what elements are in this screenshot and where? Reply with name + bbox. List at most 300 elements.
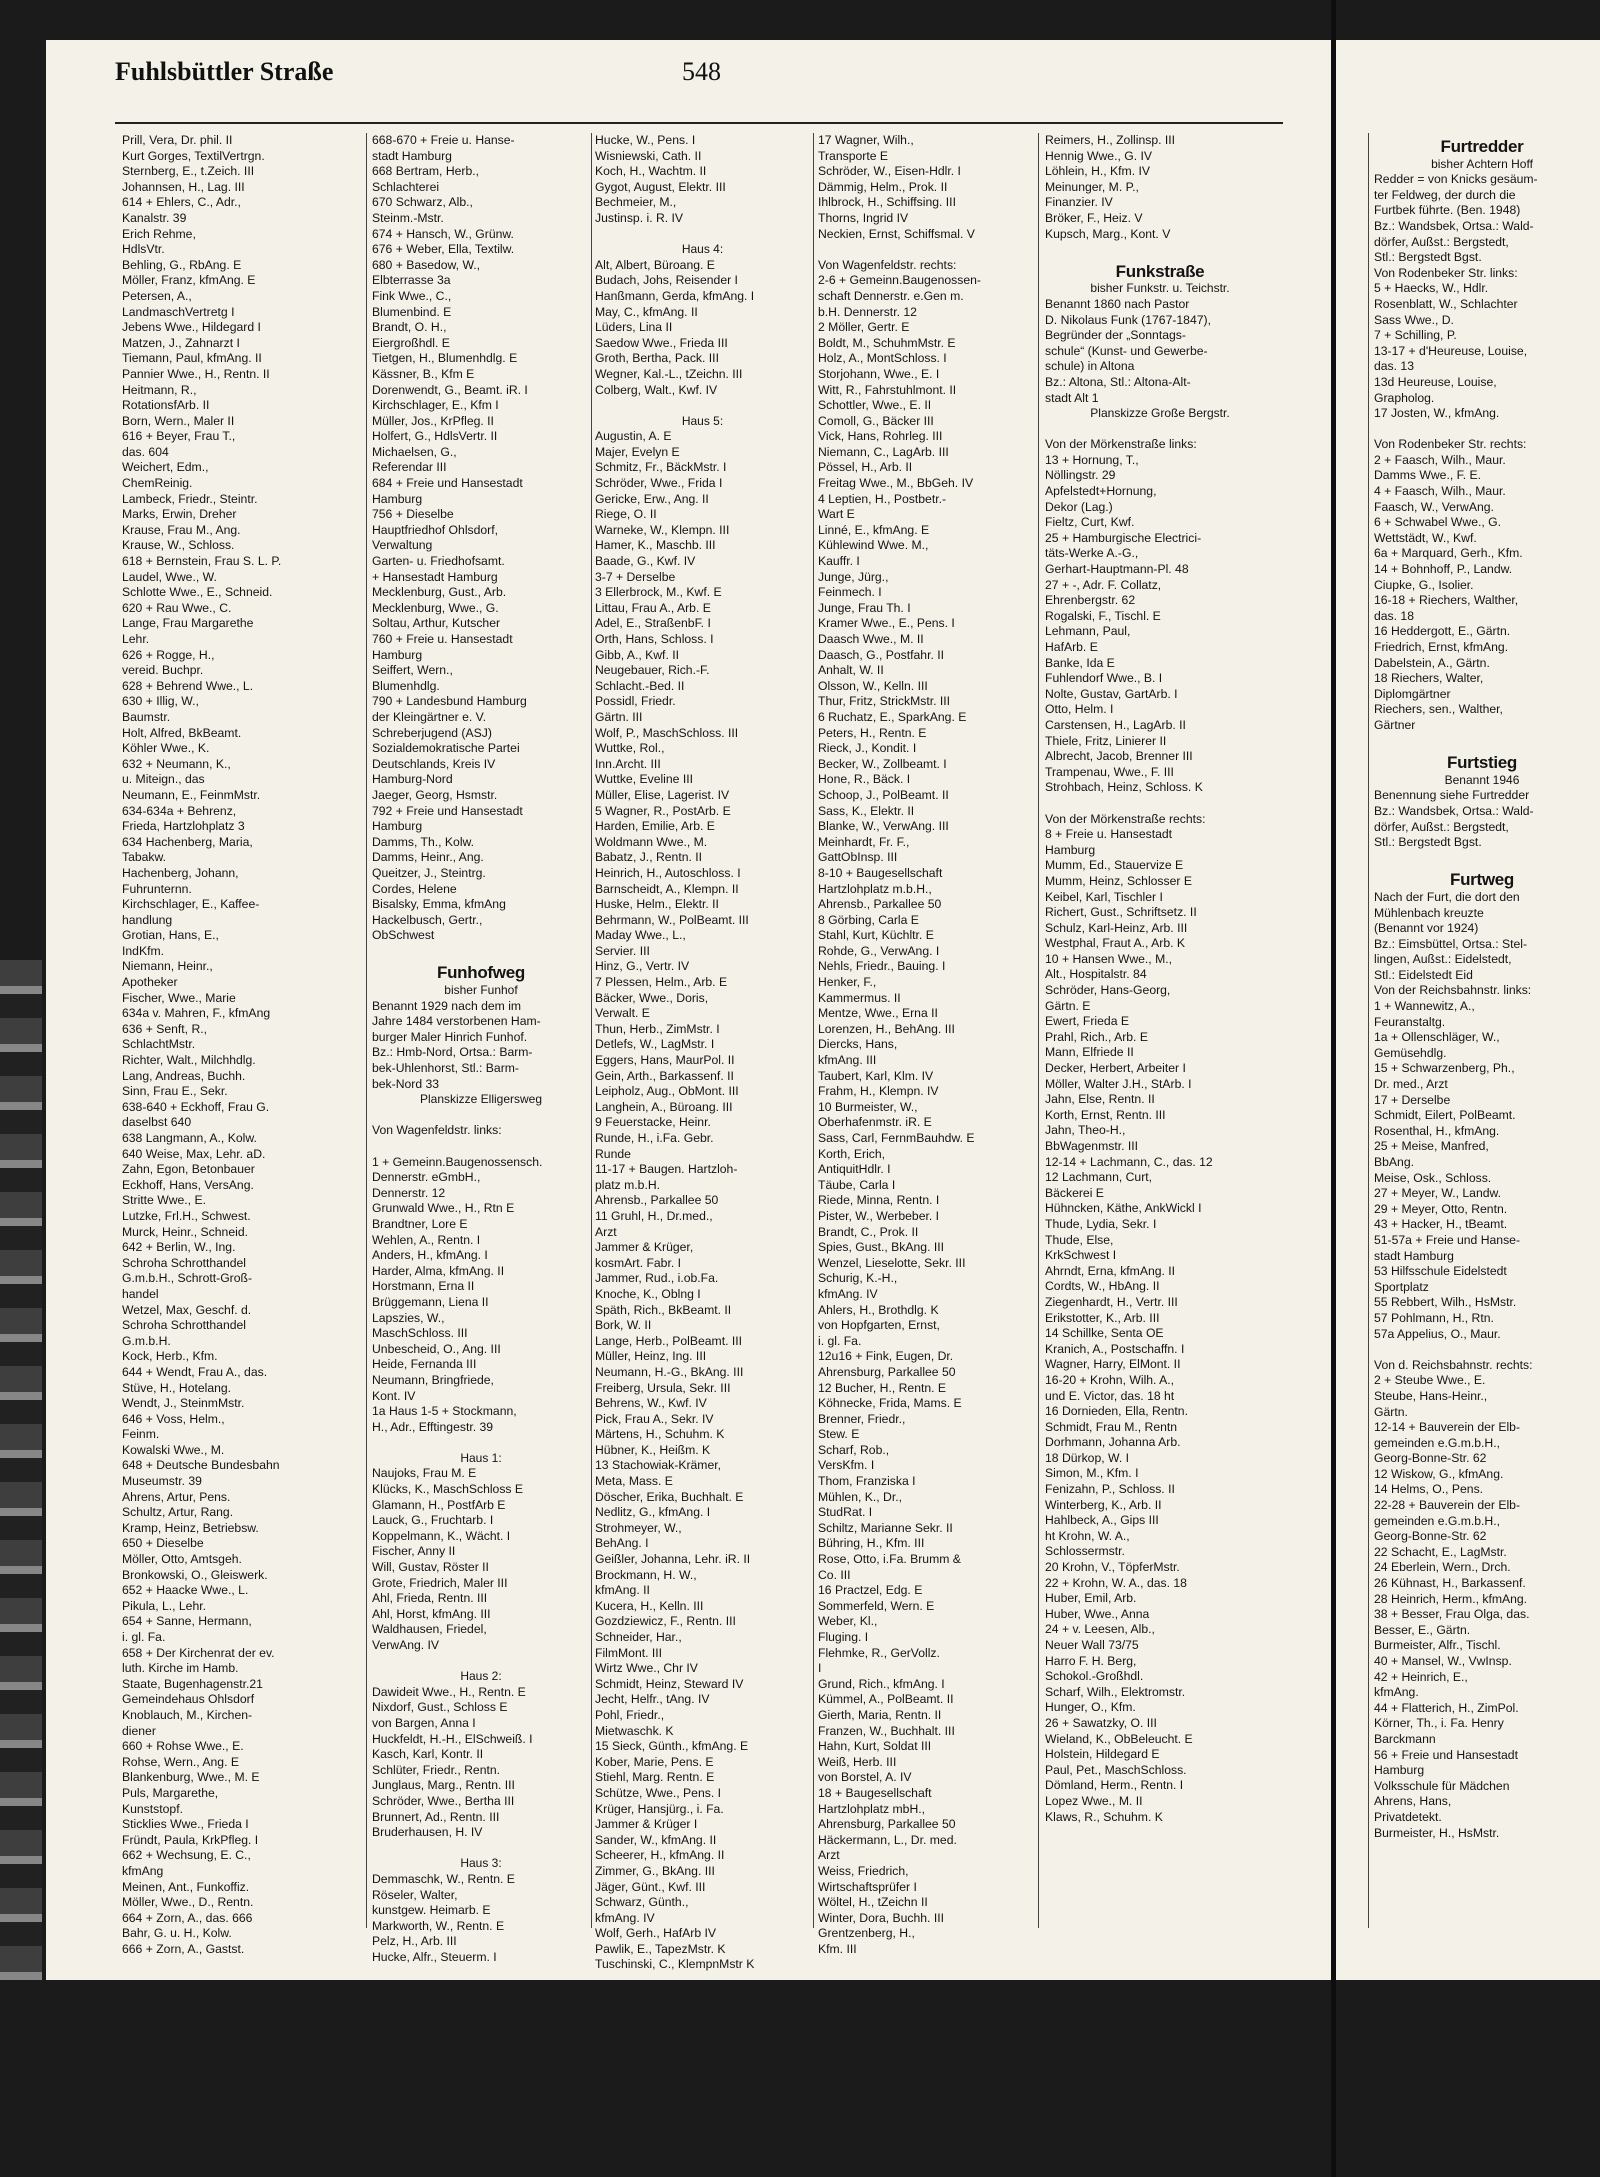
- directory-entry: Steinm.-Mstr.: [372, 210, 444, 225]
- directory-entry: Erikstotter, K., Arb. III: [1045, 1310, 1160, 1325]
- directory-entry: MaschSchloss. III: [372, 1326, 468, 1341]
- directory-entry: Eckhoff, Hans, VersAng.: [122, 1177, 254, 1192]
- directory-entry: Mietwaschk. K: [595, 1723, 674, 1738]
- directory-entry: Schlossermstr.: [1045, 1544, 1125, 1559]
- directory-entry: Queitzer, J., Steintrg.: [372, 865, 486, 880]
- header-rule: [115, 122, 1283, 124]
- directory-entry: stadt Hamburg: [372, 148, 452, 163]
- directory-entry: 14 Helms, O., Pens.: [1374, 1482, 1484, 1497]
- directory-entry: Finanzier. IV: [1045, 195, 1113, 210]
- directory-entry: Dämmig, Helm., Prok. II: [818, 179, 948, 194]
- directory-entry: 658 + Der Kirchenrat der ev.: [122, 1645, 275, 1660]
- directory-entry: täts-Werke A.-G.,: [1045, 546, 1139, 561]
- column-divider: [1038, 133, 1039, 1928]
- directory-entry: Hennig Wwe., G. IV: [1045, 148, 1153, 163]
- directory-entry: Bäckerei E: [1045, 1185, 1104, 1200]
- directory-entry: 668 Bertram, Herb.,: [372, 164, 480, 179]
- directory-entry: 13 Stachowiak-Krämer,: [595, 1458, 721, 1473]
- directory-entry: Ahlers, H., Brothdlg. K: [818, 1302, 939, 1317]
- directory-entry: Will, Gustav, Röster II: [372, 1560, 489, 1575]
- directory-entry: Thorns, Ingrid IV: [818, 210, 909, 225]
- directory-entry: Bäcker, Wwe., Doris,: [595, 990, 709, 1005]
- directory-entry: Bork, W. II: [595, 1318, 652, 1333]
- directory-entry: Kowalski Wwe., M.: [122, 1442, 225, 1457]
- directory-entry: 16 Practzel, Edg. E: [818, 1583, 923, 1598]
- directory-entry: 1 + Wannewitz, A.,: [1374, 999, 1475, 1014]
- directory-entry: Dennerstr. 12: [372, 1185, 446, 1200]
- directory-entry: Jecht, Helfr., tAng. IV: [595, 1692, 710, 1707]
- running-header: [115, 57, 1600, 97]
- directory-entry: Knoche, K., Oblng I: [595, 1286, 701, 1301]
- column-4: [818, 133, 1033, 1956]
- directory-entry: Born, Wern., Maler II: [122, 413, 235, 428]
- directory-entry: Scharf, Wilh., Elektromstr.: [1045, 1684, 1186, 1699]
- directory-entry: kfmAng. II: [595, 1583, 650, 1598]
- directory-entry: Stl.: Bergstedt Bgst.: [1374, 250, 1482, 265]
- directory-entry: Wenzel, Lieselotte, Sekr. III: [818, 1255, 966, 1270]
- directory-entry: Freitag Wwe., M., BbGeh. IV: [818, 476, 974, 491]
- directory-entry: luth. Kirche im Hamb.: [122, 1661, 239, 1676]
- directory-entry: 8 Görbing, Carla E: [818, 912, 919, 927]
- directory-entry: Runde, H., i.Fa. Gebr.: [595, 1131, 714, 1145]
- directory-entry: Cordes, Helene: [372, 881, 457, 896]
- directory-entry: Keibel, Karl, Tischler I: [1045, 889, 1163, 904]
- directory-entry: Kranich, A., Postschaffn. I: [1045, 1341, 1185, 1356]
- directory-entry: Oberhafenmstr. iR. E: [818, 1115, 932, 1130]
- directory-entry: 614 + Ehlers, C., Adr.,: [122, 195, 241, 210]
- directory-entry: Leipholz, Aug., ObMont. III: [595, 1084, 739, 1099]
- directory-entry: Pannier Wwe., H., Rentn. II: [122, 366, 270, 381]
- directory-entry: Bz.: Wandsbek, Ortsa.: Wald-: [1374, 218, 1534, 233]
- directory-entry: Schreberjugend (ASJ): [372, 725, 492, 740]
- directory-entry: Von der Mörkenstraße rechts:: [1045, 811, 1206, 826]
- street-note: Planskizze Große Bergstr.: [1090, 406, 1230, 421]
- directory-entry: 618 + Bernstein, Frau S. L. P.: [122, 554, 282, 569]
- directory-entry: Frahm, H., Klempn. IV: [818, 1084, 939, 1099]
- directory-entry: 2 Möller, Gertr. E: [818, 320, 910, 335]
- directory-entry: 628 + Behrend Wwe., L.: [122, 678, 254, 693]
- directory-entry: Volksschule für Mädchen: [1374, 1778, 1510, 1793]
- directory-entry: Schoop, J., PolBeamt. II: [818, 787, 949, 802]
- directory-entry: Jahre 1484 verstorbenen Ham-: [372, 1014, 541, 1029]
- directory-entry: Daasch, G., Postfahr. II: [818, 647, 944, 662]
- directory-entry: 654 + Sanne, Hermann,: [122, 1614, 252, 1629]
- directory-entry: Von der Reichsbahnstr. links:: [1374, 983, 1532, 998]
- street-heading: Furtweg: [1449, 870, 1514, 890]
- directory-entry: 11 Gruhl, H., Dr.med.,: [595, 1208, 713, 1223]
- directory-entry: 12 Wiskow, G., kfmAng.: [1374, 1466, 1504, 1481]
- directory-entry: Lange, Frau Margarethe: [122, 616, 254, 631]
- directory-entry: Transporte E: [818, 148, 888, 163]
- column-6: [1374, 133, 1590, 1933]
- directory-entry: Privatdetekt.: [1374, 1809, 1442, 1824]
- directory-entry: Dennerstr. eGmbH.,: [372, 1170, 481, 1185]
- directory-entry: Hanßmann, Gerda, kfmAng. I: [595, 288, 755, 303]
- directory-entry: 13-17 + d'Heureuse, Louise,: [1374, 343, 1528, 358]
- directory-entry: Wisniewski, Cath. II: [595, 148, 702, 163]
- directory-entry: Hamburg: [1045, 842, 1096, 857]
- directory-entry: Von Rodenbeker Str. rechts:: [1374, 437, 1527, 452]
- directory-entry: Bz.: Wandsbek, Ortsa.: Wald-: [1374, 803, 1534, 818]
- directory-entry: ChemReinig.: [122, 476, 193, 491]
- directory-entry: Huckfeldt, H.-H., ElSchweiß. I: [372, 1731, 533, 1746]
- directory-entry: Holt, Alfred, BkBeamt.: [122, 725, 242, 740]
- directory-entry: Markworth, W., Rentn. E: [372, 1918, 505, 1933]
- directory-entry: Harden, Emilie, Arb. E: [595, 819, 715, 834]
- directory-entry: Meinen, Ant., Funkoffiz.: [122, 1879, 250, 1894]
- directory-entry: Kühlewind Wwe. M.,: [818, 538, 929, 553]
- directory-entry: Marks, Erwin, Dreher: [122, 507, 237, 522]
- directory-entry: Dr. med., Arzt: [1374, 1077, 1448, 1092]
- directory-entry: Märtens, H., Schuhm. K: [595, 1427, 725, 1442]
- directory-entry: 44 + Flatterich, H., ZimPol.: [1374, 1700, 1519, 1715]
- directory-entry: [372, 1841, 590, 1857]
- directory-entry: 12u16 + Fink, Eugen, Dr.: [818, 1349, 954, 1364]
- directory-entry: 1 + Gemeinn.Baugenossensch.: [372, 1154, 543, 1169]
- directory-entry: Gein, Arth., Barkassenf. II: [595, 1068, 734, 1083]
- directory-entry: Bisalsky, Emma, kfmAng: [372, 897, 506, 912]
- directory-entry: Schröder, Hans-Georg,: [1045, 983, 1171, 998]
- directory-entry: Lehmann, Paul,: [1045, 624, 1131, 639]
- directory-entry: das. 18: [1374, 608, 1414, 623]
- directory-entry: Dawideit Wwe., H., Rentn. E: [372, 1684, 526, 1699]
- directory-entry: Fuhlendorf Wwe., B. I: [1045, 671, 1163, 686]
- directory-entry: 756 + Dieselbe: [372, 507, 454, 522]
- directory-entry: Pawlik, E., TapezMstr. K: [595, 1941, 726, 1956]
- directory-entry: Schroha Schrotthandel: [122, 1318, 246, 1333]
- directory-entry: Nedlitz, G., kfmAng. I: [595, 1505, 711, 1520]
- directory-entry: handlung: [122, 912, 173, 927]
- directory-entry: 29 + Meyer, Otto, Rentn.: [1374, 1201, 1508, 1216]
- directory-entry: Thur, Fritz, StrickMstr. III: [818, 694, 951, 709]
- directory-entry: Mecklenburg, Gust., Arb.: [372, 585, 507, 600]
- directory-entry: platz m.b.H.: [595, 1177, 661, 1192]
- directory-entry: Weiß, Herb. III: [818, 1754, 897, 1769]
- directory-entry: Schlotte Wwe., E., Schneid.: [122, 585, 273, 600]
- directory-entry: Warneke, W., Klempn. III: [595, 522, 730, 537]
- directory-entry: Schütze, Wwe., Pens. I: [595, 1785, 721, 1800]
- directory-entry: Budach, Johs, Reisender I: [595, 273, 738, 288]
- directory-entry: Taubert, Karl, Klm. IV: [818, 1068, 934, 1083]
- directory-entry: Glamann, H., PostfArb E: [372, 1497, 506, 1512]
- directory-entry: 27 + -, Adr. F. Collatz,: [1045, 577, 1162, 592]
- directory-entry: ht Krohn, W. A.,: [1045, 1528, 1130, 1543]
- directory-entry: Deutschlands, Kreis IV: [372, 756, 496, 771]
- directory-entry: 6 + Schwabel Wwe., G.: [1374, 515, 1502, 530]
- directory-entry: Strohmeyer, W.,: [595, 1520, 682, 1535]
- directory-entry: 616 + Beyer, Frau T.,: [122, 429, 236, 444]
- directory-entry: Sticklies Wwe., Frieda I: [122, 1817, 249, 1832]
- directory-entry: Von Wagenfeldstr. links:: [372, 1123, 502, 1138]
- directory-entry: 9 Feuerstacke, Heinr.: [595, 1115, 711, 1130]
- directory-entry: Baumstr.: [122, 709, 171, 724]
- directory-entry: G.m.b.H., Schrott-Groß-: [122, 1271, 253, 1286]
- directory-entry: 636 + Senft, R.,: [122, 1021, 208, 1036]
- directory-entry: Möller, Wwe., D., Rentn.: [122, 1895, 254, 1910]
- directory-entry: Wetzel, Max, Geschf. d.: [122, 1302, 252, 1317]
- directory-entry: Hachenberg, Johann,: [122, 865, 239, 880]
- directory-entry: Von der Mörkenstraße links:: [1045, 437, 1197, 452]
- directory-entry: Bröker, F., Heiz. V: [1045, 210, 1143, 225]
- directory-entry: i. gl. Fa.: [122, 1630, 166, 1644]
- directory-entry: Brandtner, Lore E: [372, 1216, 468, 1231]
- directory-entry: Banke, Ida E: [1045, 655, 1115, 670]
- directory-entry: Köhler Wwe., K.: [122, 741, 210, 756]
- directory-entry: Ahrensb., Parkallee 50: [595, 1193, 719, 1208]
- street-note: Haus 2:: [460, 1669, 502, 1684]
- directory-entry: Lüders, Lina II: [595, 320, 673, 335]
- directory-entry: Kirchschlager, E., Kaffee-: [122, 897, 260, 912]
- directory-entry: Pelz, H., Arb. III: [372, 1934, 457, 1949]
- directory-entry: Hartzlohplatz mbH.,: [818, 1801, 926, 1816]
- directory-entry: stadt Hamburg: [1374, 1248, 1454, 1263]
- directory-entry: 38 + Besser, Frau Olga, das.: [1374, 1607, 1530, 1622]
- directory-entry: Westphal, Fraut A., Arb. K: [1045, 936, 1185, 951]
- directory-entry: Schulz, Karl-Heinz, Arb. III: [1045, 920, 1188, 935]
- directory-entry: Unbescheid, O., Ang. III: [372, 1341, 501, 1356]
- directory-entry: Bz.: Altona, Stl.: Altona-Alt-: [1045, 374, 1191, 389]
- directory-entry: kfmAng. III: [818, 1053, 877, 1068]
- directory-entry: Junglaus, Marg., Rentn. III: [372, 1778, 515, 1793]
- directory-entry: 57 Pohlmann, H., Rtn.: [1374, 1310, 1494, 1325]
- directory-entry: Ewert, Frieda E: [1045, 1014, 1129, 1029]
- directory-entry: Gärtn.: [1374, 1404, 1408, 1419]
- directory-entry: Wuttke, Rol.,: [595, 741, 665, 756]
- directory-entry: 5 + Haecks, W., Hdlr.: [1374, 281, 1489, 296]
- column-2: [372, 133, 590, 1964]
- directory-entry: bek-Nord 33: [372, 1076, 440, 1091]
- directory-entry: 668-670 + Freie u. Hanse-: [372, 133, 515, 147]
- street-note: Benannt 1946: [1444, 772, 1520, 787]
- directory-entry: kfmAng.: [1374, 1685, 1419, 1700]
- directory-entry: [372, 1108, 590, 1124]
- directory-entry: Schröder, Wwe., Frida I: [595, 476, 723, 491]
- directory-entry: Lang, Andreas, Buchh.: [122, 1068, 246, 1083]
- directory-entry: Krause, Frau M., Ang.: [122, 522, 241, 537]
- directory-entry: 22-28 + Bauverein der Elb-: [1374, 1498, 1521, 1513]
- directory-entry: Paul, Pet., MaschSchloss.: [1045, 1762, 1187, 1777]
- directory-entry: BbAng.: [1374, 1155, 1414, 1169]
- directory-entry: Becker, W., Zollbeamt. I: [818, 756, 947, 771]
- directory-entry: 642 + Berlin, W., Ing.: [122, 1240, 236, 1255]
- directory-entry: Kauffr. I: [818, 554, 860, 569]
- directory-entry: Hamburg: [1374, 1763, 1425, 1778]
- directory-entry: 22 + Krohn, W. A., das. 18: [1045, 1575, 1187, 1590]
- directory-entry: Begründer der „Sonntags-: [1045, 328, 1186, 343]
- directory-entry: [1374, 734, 1590, 750]
- directory-entry: von Bargen, Anna I: [372, 1715, 476, 1730]
- directory-entry: Ahrensburg, Parkallee 50: [818, 1364, 956, 1379]
- directory-entry: 8-10 + Baugesellschaft: [818, 865, 943, 880]
- directory-entry: 650 + Dieselbe: [122, 1536, 204, 1551]
- directory-entry: Gericke, Erw., Ang. II: [595, 491, 709, 506]
- directory-entry: Gärtn. III: [595, 709, 643, 724]
- directory-entry: Wagner, Harry, ElMont. II: [1045, 1357, 1181, 1372]
- directory-entry: Korth, Ernst, Rentn. III: [1045, 1107, 1166, 1122]
- directory-entry: May, C., kfmAng. II: [595, 304, 698, 319]
- directory-entry: Bechmeier, M.,: [595, 195, 677, 210]
- directory-entry: Georg-Bonne-Str. 62: [1374, 1529, 1487, 1544]
- directory-entry: Döscher, Erika, Buchhalt. E: [595, 1489, 744, 1504]
- directory-entry: von Borstel, A. IV: [818, 1770, 912, 1785]
- directory-entry: Stl.: Eidelstedt Eid: [1374, 967, 1473, 982]
- directory-entry: Verwaltung: [372, 538, 433, 553]
- directory-entry: Jebens Wwe., Hildegard I: [122, 320, 261, 335]
- directory-entry: Brandt, C., Prok. II: [818, 1224, 919, 1239]
- directory-entry: Weber, Kl.,: [818, 1614, 878, 1629]
- directory-entry: der Kleingärtner e. V.: [372, 709, 487, 724]
- directory-entry: Klücks, K., MaschSchloss E: [372, 1482, 524, 1497]
- directory-entry: Benannt 1929 nach dem im: [372, 998, 522, 1013]
- directory-entry: 53 Hilfsschule Eidelstedt: [1374, 1264, 1507, 1279]
- directory-entry: vereid. Buchpr.: [122, 663, 204, 678]
- directory-entry: burger Maler Hinrich Funhof.: [372, 1029, 528, 1044]
- directory-entry: G.m.b.H.: [122, 1333, 171, 1348]
- directory-entry: Hamburg: [372, 647, 423, 662]
- directory-entry: Schottler, Wwe., E. II: [818, 398, 932, 413]
- directory-entry: Rieck, J., Kondit. I: [818, 741, 917, 756]
- directory-entry: Ahrndt, Erna, kfmAng. II: [1045, 1263, 1176, 1278]
- directory-entry: Riechers, sen., Walther,: [1374, 702, 1503, 717]
- directory-entry: Peters, H., Rentn. E: [818, 725, 927, 740]
- directory-entry: 55 Rebbert, Wilh., HsMstr.: [1374, 1295, 1517, 1310]
- directory-entry: Arzt: [595, 1224, 617, 1239]
- directory-entry: Schroha Schrotthandel: [122, 1255, 246, 1270]
- directory-entry: Justinsp. i. R. IV: [595, 210, 684, 225]
- directory-entry: Wolf, P., MaschSchloss. III: [595, 725, 739, 740]
- directory-entry: Franzen, W., Buchhalt. III: [818, 1723, 955, 1738]
- directory-entry: Thude, Else,: [1045, 1232, 1114, 1247]
- directory-entry: Hinz, G., Vertr. IV: [595, 959, 690, 974]
- directory-entry: H., Adr., Efftingestr. 39: [372, 1419, 494, 1434]
- directory-entry: BehAng. I: [595, 1536, 649, 1551]
- directory-entry: Apotheker: [122, 975, 178, 990]
- directory-entry: kosmArt. Fabr. I: [595, 1255, 682, 1270]
- directory-entry: Rohde, G., VerwAng. I: [818, 943, 940, 958]
- directory-entry: 760 + Freie u. Hansestadt: [372, 632, 513, 646]
- directory-entry: Klaws, R., Schuhm. K: [1045, 1809, 1163, 1824]
- directory-entry: Nolte, Gustav, GartArb. I: [1045, 686, 1178, 701]
- directory-entry: [372, 944, 590, 960]
- directory-entry: 16 Heddergott, E., Gärtn.: [1374, 624, 1511, 639]
- directory-entry: Elbterrasse 3a: [372, 273, 451, 288]
- directory-entry: [1045, 796, 1275, 812]
- directory-entry: Fuhrunternn.: [122, 881, 192, 896]
- directory-entry: Anders, H., kfmAng. I: [372, 1248, 488, 1263]
- directory-entry: 10 Burmeister, W.,: [818, 1099, 918, 1114]
- directory-entry: Hucke, W., Pens. I: [595, 133, 696, 147]
- directory-entry: Grote, Friedrich, Maler III: [372, 1575, 508, 1590]
- directory-entry: I: [818, 1661, 822, 1676]
- directory-entry: Spies, Gust., BkAng. III: [818, 1240, 944, 1255]
- directory-entry: Holstein, Hildegard E: [1045, 1747, 1160, 1762]
- directory-entry: Sommerfeld, Wern. E: [818, 1598, 935, 1613]
- directory-entry: Witt, R., Fahrstuhlmont. II: [818, 382, 957, 397]
- directory-entry: Holz, A., MontSchloss. I: [818, 351, 947, 366]
- directory-entry: Comoll, G., Bäcker III: [818, 413, 934, 428]
- directory-entry: 620 + Rau Wwe., C.: [122, 600, 232, 615]
- directory-entry: Otto, Helm. I: [1045, 702, 1114, 717]
- directory-entry: Jammer & Krüger I: [595, 1817, 698, 1832]
- directory-entry: von Hopfgarten, Ernst,: [818, 1318, 940, 1333]
- directory-entry: Benennung siehe Furtredder: [1374, 788, 1530, 803]
- directory-entry: Kümmel, A., PolBeamt. II: [818, 1692, 954, 1707]
- directory-entry: Staate, Bugenhagenstr.21: [122, 1676, 263, 1691]
- directory-entry: Damms, Th., Kolw.: [372, 834, 475, 849]
- directory-entry: Meinunger, M. P.,: [1045, 179, 1139, 194]
- directory-entry: Nixdorf, Gust., Schloss E: [372, 1700, 508, 1715]
- directory-entry: Huske, Helm., Elektr. II: [595, 897, 719, 912]
- directory-entry: Geißler, Johanna, Lehr. iR. II: [595, 1552, 751, 1567]
- directory-entry: Tiemann, Paul, kfmAng. II: [122, 351, 262, 366]
- directory-entry: Gozdziewicz, F., Rentn. III: [595, 1614, 736, 1629]
- directory-entry: Tietgen, H., Blumenhdlg. E: [372, 351, 518, 366]
- directory-entry: Jahn, Else, Rentn. II: [1045, 1092, 1155, 1107]
- directory-entry: 42 + Heinrich, E.,: [1374, 1669, 1468, 1684]
- directory-entry: Schlacht.-Bed. II: [595, 678, 685, 693]
- directory-entry: Schurig, K.-H.,: [818, 1271, 898, 1286]
- directory-entry: 26 Kühnast, H., Barkassenf.: [1374, 1576, 1526, 1591]
- directory-entry: 24 + v. Leesen, Alb.,: [1045, 1622, 1155, 1637]
- directory-entry: Sass Wwe., D.: [1374, 312, 1454, 327]
- directory-entry: 632 + Neumann, K.,: [122, 756, 231, 771]
- directory-entry: Hühncken, Käthe, AnkWickl I: [1045, 1201, 1202, 1216]
- directory-entry: 16-20 + Krohn, Wilh. A.,: [1045, 1372, 1175, 1387]
- directory-entry: stadt Alt 1: [1045, 390, 1099, 405]
- directory-entry: Holfert, G., HdlsVertr. II: [372, 429, 498, 444]
- directory-entry: Jahn, Theo-H.,: [1045, 1123, 1126, 1138]
- street-note: bisher Achtern Hoff: [1431, 156, 1533, 171]
- directory-entry: Vick, Hans, Rohrleg. III: [818, 429, 943, 444]
- directory-entry: 12 Bucher, H., Rentn. E: [818, 1380, 947, 1395]
- directory-entry: Scheerer, H., kfmAng. II: [595, 1848, 725, 1863]
- directory-entry: Mentze, Wwe., Erna II: [818, 1006, 938, 1021]
- directory-entry: Stahl, Kurt, Küchltr. E: [818, 928, 934, 943]
- directory-entry: 22 Schacht, E., LagMstr.: [1374, 1544, 1507, 1559]
- directory-entry: Detlefs, W., LagMstr. I: [595, 1037, 715, 1052]
- directory-entry: dörfer, Außst.: Bergstedt,: [1374, 234, 1509, 249]
- street-note: bisher Funhof: [444, 983, 518, 998]
- directory-entry: kfmAng. IV: [818, 1286, 878, 1301]
- directory-entry: 674 + Hansch, W., Grünw.: [372, 226, 514, 241]
- directory-entry: Hahlbeck, A., Gips III: [1045, 1513, 1159, 1528]
- directory-entry: Wieland, K., ObBeleucht. E: [1045, 1731, 1193, 1746]
- directory-entry: 11-17 + Baugen. Hartzloh-: [595, 1162, 738, 1177]
- directory-entry: daselbst 640: [122, 1115, 192, 1130]
- directory-entry: Georg-Bonne-Str. 62: [1374, 1451, 1487, 1466]
- directory-entry: Junge, Jürg.,: [818, 569, 889, 584]
- directory-entry: Winterberg, K., Arb. II: [1045, 1497, 1162, 1512]
- directory-entry: Kässner, B., Kfm E: [372, 366, 475, 381]
- directory-entry: + Hansestadt Hamburg: [372, 569, 498, 584]
- directory-entry: [1374, 422, 1590, 438]
- directory-entry: Blankenburg, Wwe., M. E: [122, 1770, 260, 1785]
- directory-entry: Horstmann, Erna II: [372, 1279, 475, 1294]
- directory-entry: Hackelbusch, Gertr.,: [372, 912, 483, 927]
- directory-entry: Demmaschk, W., Rentn. E: [372, 1871, 515, 1886]
- directory-entry: Krüger, Hansjürg., i. Fa.: [595, 1801, 724, 1816]
- directory-entry: Von Rodenbeker Str. links:: [1374, 265, 1518, 280]
- directory-entry: VersKfm. I: [818, 1458, 875, 1473]
- directory-entry: 8 + Freie u. Hansestadt: [1045, 827, 1173, 842]
- directory-entry: Freiberg, Ursula, Sekr. III: [595, 1380, 731, 1395]
- directory-entry: Lapszies, W.,: [372, 1310, 445, 1325]
- directory-entry: Kober, Marie, Pens. E: [595, 1754, 714, 1769]
- directory-entry: Mühlenbach kreuzte: [1374, 905, 1484, 920]
- directory-entry: Pohl, Friedr.,: [595, 1707, 665, 1722]
- directory-entry: Barckmann: [1374, 1731, 1436, 1746]
- directory-entry: Johannsen, H., Lag. III: [122, 179, 245, 194]
